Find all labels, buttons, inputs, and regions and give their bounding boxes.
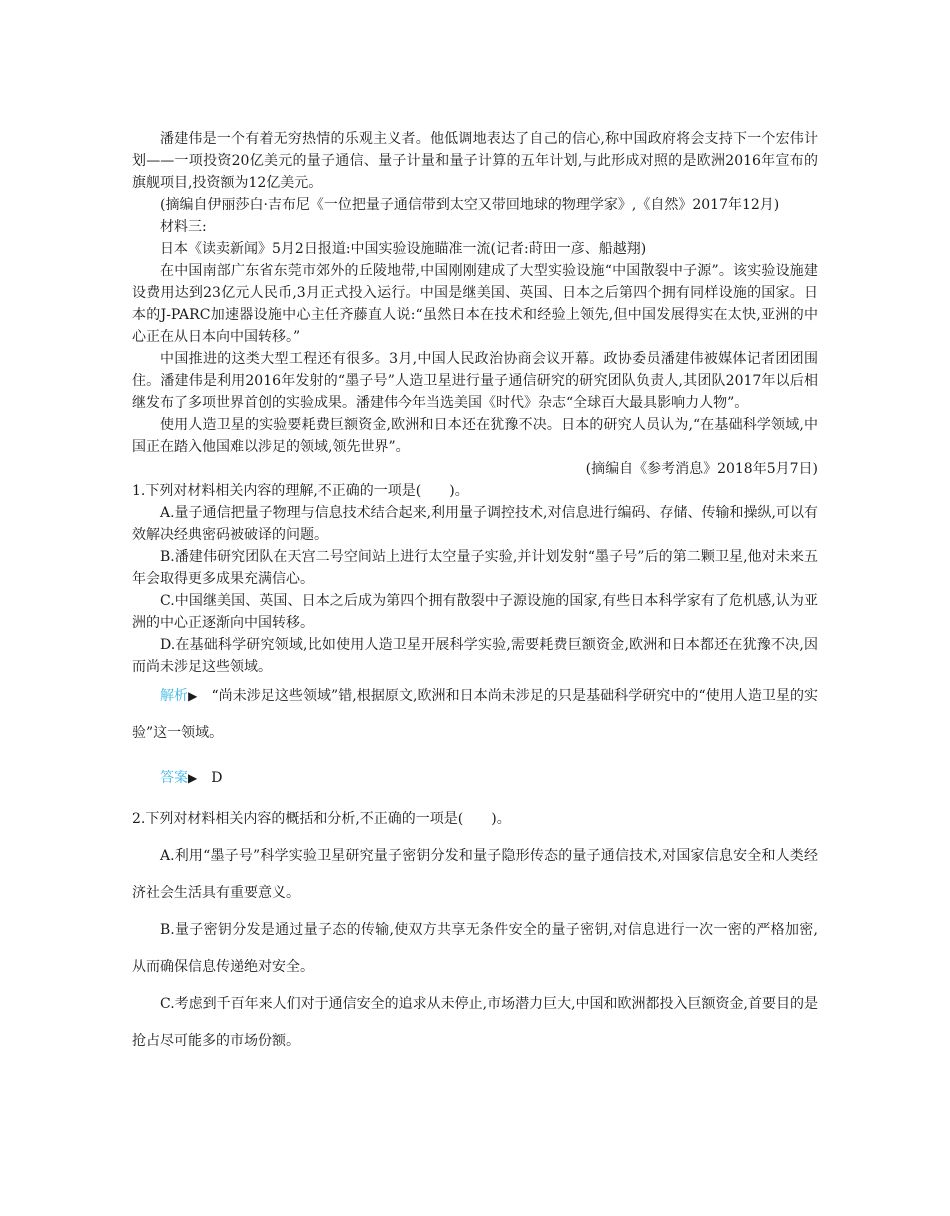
question-1-answer <box>132 760 818 797</box>
answer-value: D <box>211 770 223 786</box>
question-1-option-b: B.潘建伟研究团队在天宫二号空间站上进行太空量子实验,并计划发射“墨子号”后的第二颗卫星,他对未来五年会取得更多成果充满信心。 <box>132 549 818 587</box>
question-1-option-c: C.中国继美国、英国、日本之后成为第四个拥有散裂中子源设施的国家,有些日本科学家有了危机感,认为亚洲的中心正逐渐向中国转移。 <box>132 593 818 631</box>
paragraph-large-projects: 中国推进的这类大型工程还有很多。3月,中国人民政治协商会议开幕。政协委员潘建伟被媒体记者团团围住。潘建伟是利用2016年发射的“墨子号”人造卫星进行量子通信研究的研究团队负责人,其团队2017年以后相继发布了多项世界首创的实验成果。潘建伟今年当选美国《时代》杂志“全球百大最具影响力人物”。 <box>132 351 818 411</box>
question-1-analysis <box>132 678 818 752</box>
analysis-text: “尚未涉足这些领域”错,根据原文,欧洲和日本尚未涉足的只是基础科学研究中的“使用人造卫星的实验”这一领域。 <box>132 688 819 741</box>
question-1-stem: 1.下列对材料相关内容的理解,不正确的一项是( )。 <box>132 483 469 499</box>
paragraph-pan-jianwei-plan: 潘建伟是一个有着无穷热情的乐观主义者。他低调地表达了自己的信心,称中国政府将会支持下一个宏伟计划——一项投资20亿美元的量子通信、量子计量和量子计算的五年计划,与此形成对照的是欧洲2016年宣布的旗舰项目,投资额为12亿美元。 <box>132 131 818 191</box>
source-citation-nature: (摘编自伊丽莎白·吉布尼《一位把量子通信带到太空又带回地球的物理学家》,《自然》2017年12月) <box>160 197 780 213</box>
analysis-label: 解析 <box>160 688 189 704</box>
news-headline: 日本《读卖新闻》5月2日报道:中国实验设施瞄准一流(记者:莳田一彦、船越翔) <box>160 241 647 257</box>
question-2-option-b: B.量子密钥分发是通过量子态的传输,使双方共享无条件安全的量子密钥,对信息进行一次一密的严格加密,从而确保信息传递绝对安全。 <box>132 922 818 975</box>
analysis-arrow-icon: ▶ <box>188 689 198 703</box>
question-2-option-c: C.考虑到千百年来人们对于通信安全的追求从未停止,市场潜力巨大,中国和欧洲都投入巨额资金,首要目的是抢占尽可能多的市场份额。 <box>132 996 819 1049</box>
question-2-option-a: A.利用“墨子号”科学实验卫星研究量子密钥分发和量子隐形传态的量子通信技术,对国家信息安全和人类经济社会生活具有重要意义。 <box>132 848 818 901</box>
question-2-stem: 2.下列对材料相关内容的概括和分析,不正确的一项是( )。 <box>132 811 511 827</box>
question-1-option-d: D.在基础科学研究领域,比如使用人造卫星开展科学实验,需要耗费巨额资金,欧洲和日本都还在犹豫不决,因而尚未涉足这些领域。 <box>132 637 818 675</box>
document-body <box>132 128 818 1060</box>
paragraph-satellite-experiments: 使用人造卫星的实验要耗费巨额资金,欧洲和日本还在犹豫不决。日本的研究人员认为,“在基础科学领域,中国正在踏入他国难以涉足的领域,领先世界”。 <box>132 417 818 455</box>
material-three-label: 材料三: <box>160 219 207 235</box>
answer-arrow-icon: ▶ <box>188 771 198 785</box>
question-1-option-a: A.量子通信把量子物理与信息技术结合起来,利用量子调控技术,对信息进行编码、存储、传输和操纵,可以有效解决经典密码被破译的问题。 <box>132 505 818 543</box>
answer-label: 答案 <box>160 770 188 786</box>
paragraph-spallation-source: 在中国南部广东省东莞市郊外的丘陵地带,中国刚刚建成了大型实验设施“中国散裂中子源”。该实验设施建设费用达到23亿元人民币,3月正式投入运行。中国是继美国、英国、日本之后第四个拥有同样设施的国家。日本的J-PARC加速器设施中心主任齐藤直人说:“虽然日本在技术和经验上领先,但中国发展得实在太快,亚洲的中心正在从日本向中国转移。” <box>132 263 818 345</box>
source-citation-reference-news: (摘编自《参考消息》2018年5月7日) <box>585 461 818 477</box>
